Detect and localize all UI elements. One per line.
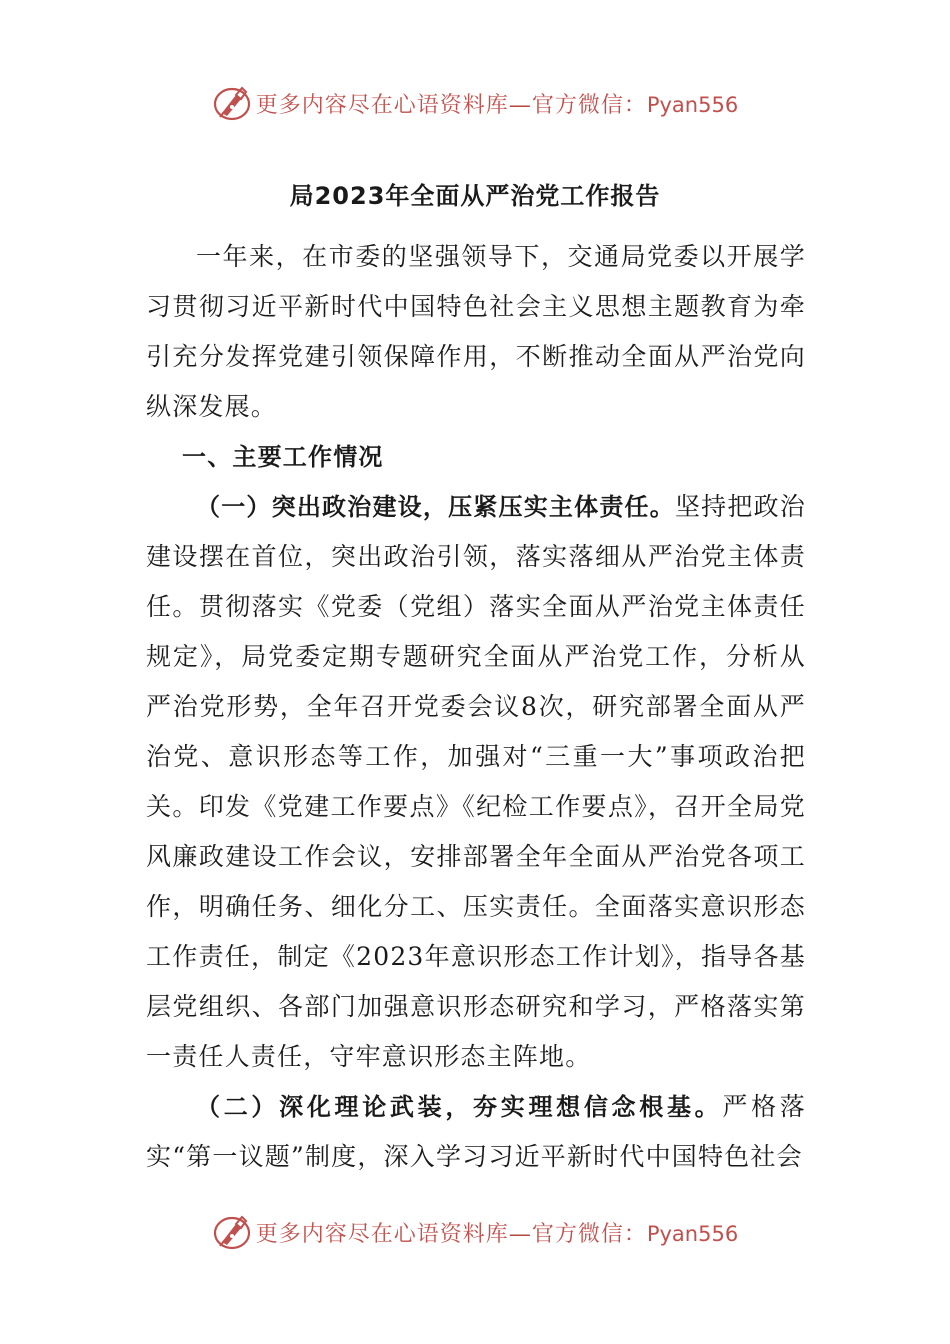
banner-text — [256, 88, 738, 119]
pen-nib-logo-icon — [212, 1212, 252, 1252]
item-1-lead: （一）突出政治建设，压紧压实主体责任。 — [196, 493, 675, 521]
document-title: 局2023年全面从严治党工作报告 — [289, 182, 661, 210]
banner-separator: — — [508, 92, 532, 118]
document-body — [146, 232, 806, 1182]
item-1-body: 坚持把政治建设摆在首位，突出政治引领，落实落细从严治党主体责任。贯彻落实《党委（党组）落实全面从严治党主体责任规定》，局党委定期专题研究全面从严治党工作，分析从严治党形势，全年召开党委会议8次，研究部署全面从严治党、意识形态等工作，加强对“三重一大”事项政治把关。印发《党建工作要点》《纪检工作要点》，召开全局党风廉政建设工作会议，安排部署全年全面从严治党各项工作，明确任务、细化分工、压实责任。全面落实意识形态工作责任，制定《2023年意识形态工作计划》，指导各基层党组织、各部门加强意识形态研究和学习，严格落实第一责任人责任，守牢意识形态主阵地。 — [146, 492, 806, 1071]
wechat-label: 官方微信： — [531, 92, 647, 118]
brand-text: 更多内容尽在心语资料库 — [255, 1221, 509, 1247]
item-2-lead: （二）深化理论武装，夯实理想信念根基。 — [196, 1093, 723, 1121]
section-heading: 一、主要工作情况 — [182, 443, 384, 471]
banner-text — [256, 1217, 738, 1248]
brand-text: 更多内容尽在心语资料库 — [255, 92, 509, 118]
item-2-body: 严格落实“第一议题”制度，深入学习习近平新时代中国特色社会 — [146, 1092, 806, 1171]
wechat-id: Pyan556 — [646, 1221, 739, 1246]
item-1-paragraph — [146, 482, 806, 1082]
item-2-paragraph — [146, 1082, 806, 1182]
banner-separator: — — [508, 1221, 532, 1247]
header-banner — [0, 78, 950, 128]
footer-banner — [0, 1207, 950, 1257]
wechat-id: Pyan556 — [646, 92, 739, 117]
wechat-label: 官方微信： — [531, 1221, 647, 1247]
pen-nib-logo-icon — [212, 83, 252, 123]
intro-paragraph: 一年来，在市委的坚强领导下，交通局党委以开展学习贯彻习近平新时代中国特色社会主义思想主题教育为牵引充分发挥党建引领保障作用，不断推动全面从严治党向纵深发展。 — [146, 242, 806, 421]
